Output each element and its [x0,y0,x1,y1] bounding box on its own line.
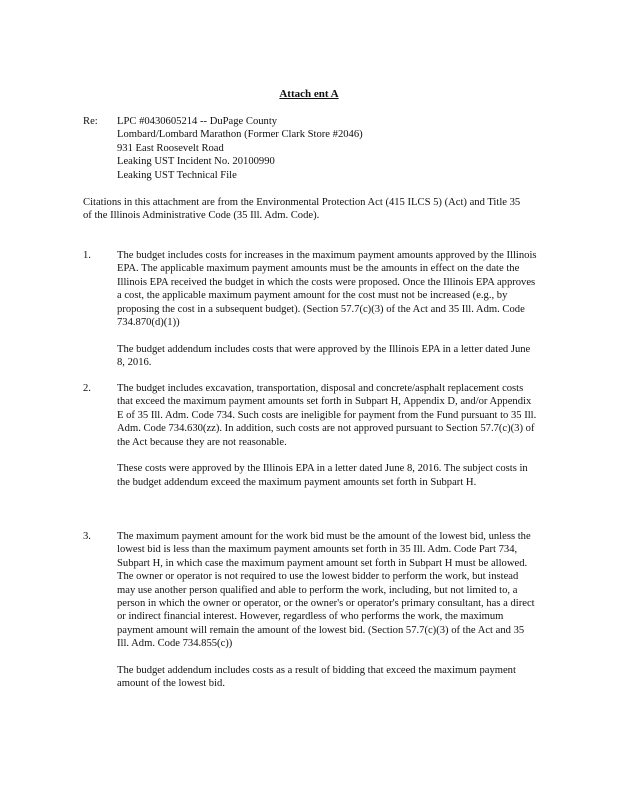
re-line: Leaking UST Technical File [117,169,237,181]
item-paragraph: The maximum payment amount for the work bid must be the amount of the lowest bid, unless the lowest bid is less than the maximum payment amounts set forth in 35 Ill. Adm. Code Part 734, Subpart H, in which case the maximum payment amount set forth in Subpart H must be allowed. The owner or operator is not required to use the lowest bidder to perform the work, but instead may use another person qualified and able to perform the work, including, but not limited to, a person in which the owner or operator, or the owner's or operator's primary consultant, has a direct or indirect financial interest. However, regardless of who performs the work, the maximum payment amount will remain the amount of the lowest bid. (Section 57.7(c)(3) of the Act and 35 Ill. Adm. Code 734.855(c)) [117,531,535,650]
item-paragraph: The budget addendum includes costs as a result of bidding that exceed the maximum payment amount of the lowest bid. [117,665,516,690]
item-paragraph: The budget addendum includes costs that were approved by the Illinois EPA in a letter dated June 8, 2016. [117,343,531,369]
item-number: 1. [83,250,91,261]
re-line: LPC #0430605214 -- DuPage County [117,116,278,127]
item-paragraph: The budget includes costs for increases in the maximum payment amounts approved by the Illinois EPA. The applicable maximum payment amounts must be the amounts in effect on the date the Illinois EPA received the budget in which the costs were proposed. Once the Illinois EPA approves a cost, the applicable maximum payment amount for the cost must not be increased (e.g., by proposing the cost in a subsequent budget). (Section 57.7(c)(3) of the Act and 35 Ill. Adm. Code 734.870(d)(1)) [117,250,537,329]
item-number: 2. [83,383,91,394]
item-number: 3. [83,531,91,542]
re-label: Re: [83,116,98,127]
citations-paragraph: Citations in this attachment are from the Environmental Protection Act (415 ILCS 5) (Act) and Title 35 of the Illinois Administrative Code (35 Ill. Adm. Code). [83,197,521,222]
item-paragraph: These costs were approved by the Illinois EPA in a letter dated June 8, 2016. The subject costs in the budget addendum exceed the maximum payment amounts set forth in Subpart H. [117,463,528,488]
re-block [117,115,557,182]
re-line: Lombard/Lombard Marathon (Former Clark Store #2046) [117,129,363,141]
re-line: Leaking UST Incident No. 20100990 [117,156,275,168]
re-line: 931 East Roosevelt Road [117,142,224,154]
page-title: Attach ent A [279,88,339,100]
item-paragraph: The budget includes excavation, transportation, disposal and concrete/asphalt replacement costs that exceed the maximum payment amounts set forth in Subpart H, Appendix D, and/or Appendix E of 35 Ill. Adm. Code 734. Such costs are ineligible for payment from the Fund pursuant to 35 Ill. Adm. Code 734.630(zz). In addition, such costs are not approved pursuant to Section 57.7(c)(3) of the Act because they are not reasonable. [117,383,537,448]
